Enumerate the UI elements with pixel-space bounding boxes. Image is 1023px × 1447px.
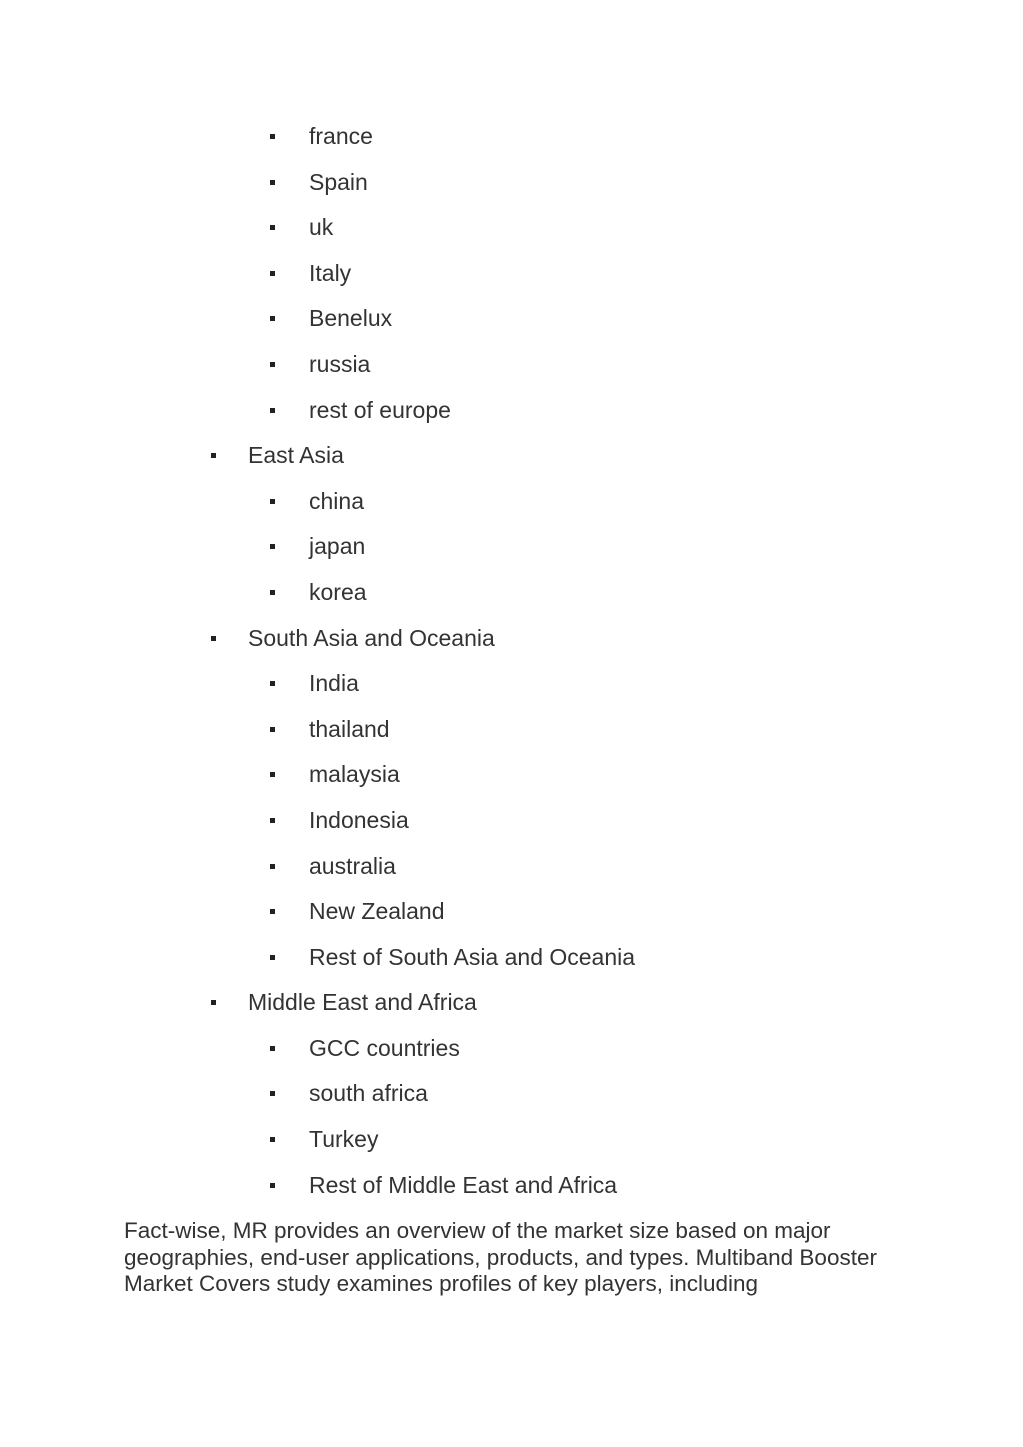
square-bullet-icon (211, 453, 216, 458)
list-item-label: uk (309, 214, 334, 241)
country-list-item (0, 570, 1023, 616)
list-item-label: South Asia and Oceania (248, 624, 495, 651)
square-bullet-icon (270, 362, 275, 367)
square-bullet-icon (270, 909, 275, 914)
country-list-item (0, 661, 1023, 707)
square-bullet-icon (270, 1137, 275, 1142)
square-bullet-icon (270, 818, 275, 823)
region-list-item (0, 433, 1023, 479)
country-list-item (0, 1026, 1023, 1072)
list-item-label: Spain (309, 168, 368, 195)
list-item-label: thailand (309, 715, 390, 742)
list-item-label: Rest of South Asia and Oceania (309, 943, 636, 970)
country-list-item (0, 296, 1023, 342)
square-bullet-icon (270, 681, 275, 686)
country-list-item (0, 707, 1023, 753)
list-item-label: Indonesia (309, 806, 409, 833)
country-list-item (0, 752, 1023, 798)
country-list-item (0, 114, 1023, 160)
country-list-item (0, 205, 1023, 251)
list-item-label: rest of europe (309, 396, 451, 423)
list-item-label: New Zealand (309, 898, 445, 925)
country-list-item (0, 524, 1023, 570)
square-bullet-icon (270, 408, 275, 413)
country-list-item (0, 479, 1023, 525)
square-bullet-icon (211, 636, 216, 641)
country-list-item (0, 388, 1023, 434)
country-list-item (0, 160, 1023, 206)
square-bullet-icon (270, 590, 275, 595)
list-item-label: russia (309, 350, 371, 377)
list-item-label: Benelux (309, 305, 393, 332)
country-list-item (0, 935, 1023, 981)
square-bullet-icon (270, 225, 275, 230)
country-list-item (0, 251, 1023, 297)
square-bullet-icon (270, 727, 275, 732)
region-list-item (0, 616, 1023, 662)
list-item-label: Middle East and Africa (248, 989, 477, 1016)
list-item-label: Rest of Middle East and Africa (309, 1171, 618, 1198)
list-item-label: australia (309, 852, 396, 879)
square-bullet-icon (270, 499, 275, 504)
region-list-item (0, 980, 1023, 1026)
list-item-label: south africa (309, 1080, 428, 1107)
square-bullet-icon (270, 955, 275, 960)
country-list-item (0, 889, 1023, 935)
square-bullet-icon (270, 180, 275, 185)
square-bullet-icon (270, 316, 275, 321)
list-item-label: japan (309, 533, 366, 560)
square-bullet-icon (270, 271, 275, 276)
body-paragraph: Fact-wise, MR provides an overview of the market size based on major geographies, end-user applications, products, and types. Multiband Booster Market Covers study examines profiles of key players, including (124, 1218, 877, 1296)
country-list-item (0, 342, 1023, 388)
list-item-label: Turkey (309, 1126, 379, 1153)
country-list-item (0, 1117, 1023, 1163)
list-item-label: India (309, 670, 359, 697)
square-bullet-icon (270, 772, 275, 777)
region-list (0, 114, 1023, 1208)
list-item-label: malaysia (309, 761, 400, 788)
square-bullet-icon (211, 1000, 216, 1005)
square-bullet-icon (270, 544, 275, 549)
square-bullet-icon (270, 864, 275, 869)
list-item-label: france (309, 123, 373, 149)
country-list-item (0, 1163, 1023, 1209)
country-list-item (0, 798, 1023, 844)
square-bullet-icon (270, 1046, 275, 1051)
square-bullet-icon (270, 1183, 275, 1188)
square-bullet-icon (270, 134, 275, 139)
country-list-item (0, 1071, 1023, 1117)
list-item-label: Italy (309, 259, 352, 286)
list-item-label: korea (309, 578, 367, 605)
list-item-label: china (309, 487, 364, 514)
square-bullet-icon (270, 1091, 275, 1096)
list-item-label: East Asia (248, 442, 344, 469)
country-list-item (0, 844, 1023, 890)
list-item-label: GCC countries (309, 1034, 460, 1061)
